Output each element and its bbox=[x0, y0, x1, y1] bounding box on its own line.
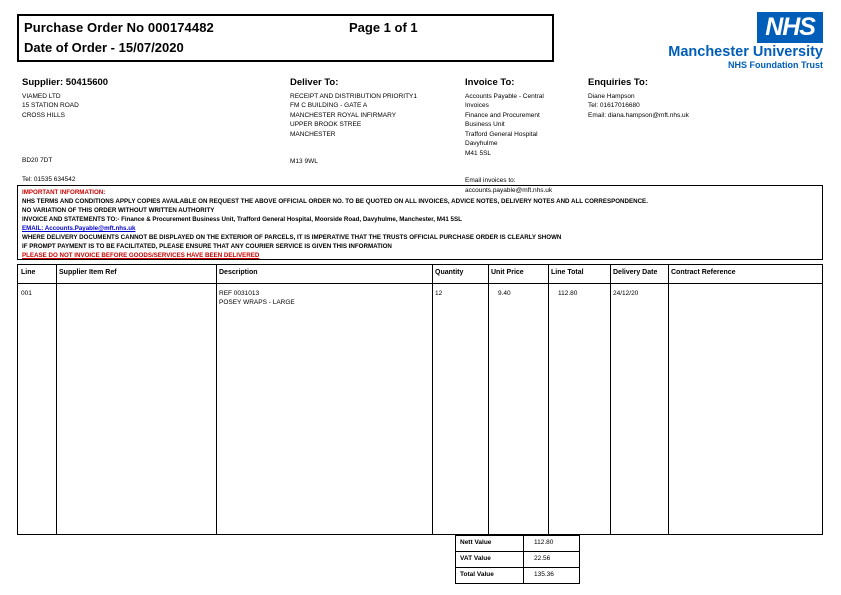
totals-row bbox=[456, 536, 579, 552]
cell-line: 001 bbox=[21, 290, 32, 297]
supplier-line: CROSS HILLS bbox=[22, 111, 65, 119]
important-line: NO VARIATION OF THIS ORDER WITHOUT WRITTEN AUTHORITY bbox=[22, 207, 215, 214]
order-date: Date of Order - 15/07/2020 bbox=[24, 40, 184, 55]
cell-unit-price: 9.40 bbox=[498, 290, 511, 297]
trust-name: Manchester University bbox=[668, 44, 823, 60]
total-value-label: Total Value bbox=[456, 568, 524, 583]
col-line-total: Line Total bbox=[551, 269, 584, 276]
important-line: IF PROMPT PAYMENT IS TO BE FACILITATED, PLEASE ENSURE THAT ANY COURIER SERVICE IS GIVEN THIS INFORMATION bbox=[22, 243, 392, 250]
cell-supplier-item-ref bbox=[56, 284, 216, 535]
line-items-body bbox=[18, 284, 822, 535]
invoice-to-line: Accounts Payable - Central bbox=[465, 92, 544, 100]
invoice-to-line: Trafford General Hospital bbox=[465, 130, 538, 138]
totals-row bbox=[456, 552, 579, 568]
important-line: NHS TERMS AND CONDITIONS APPLY COPIES AVAILABLE ON REQUEST THE ABOVE OFFICIAL ORDER NO. TO BE QUOTED ON ALL INVOICES, ADVICE NOTES, DELIVERY NOTES AND ALL CORRESPONDENCE. bbox=[22, 198, 648, 205]
cell-contract-reference bbox=[668, 284, 822, 535]
totals-row bbox=[456, 568, 579, 584]
nhs-logo bbox=[653, 12, 823, 71]
order-header-box bbox=[17, 14, 554, 62]
vat-value-label: VAT Value bbox=[456, 552, 524, 567]
cell-description-ref: REF 0031013 bbox=[219, 290, 260, 297]
col-supplier-item-ref: Supplier Item Ref bbox=[59, 269, 117, 276]
cell-description bbox=[216, 284, 432, 535]
col-contract-reference: Contract Reference bbox=[671, 269, 736, 276]
invoice-to-line: Davyhulme bbox=[465, 140, 498, 147]
deliver-to-postcode: M13 9WL bbox=[290, 158, 318, 165]
deliver-to-heading: Deliver To: bbox=[290, 77, 339, 88]
invoice-to-block bbox=[465, 78, 580, 158]
cell-quantity: 12 bbox=[435, 290, 443, 297]
important-title: IMPORTANT INFORMATION: bbox=[22, 189, 106, 196]
line-items-header-row bbox=[18, 265, 822, 284]
important-email-link[interactable]: EMAIL: Accounts.Payable@mft.nhs.uk bbox=[22, 225, 136, 232]
totals-table bbox=[455, 535, 580, 584]
important-line: WHERE DELIVERY DOCUMENTS CANNOT BE DISPLAYED ON THE EXTERIOR OF PARCELS, IT IS IMPERATIVE THAT THE TRUSTS OFFICIAL PURCHASE ORDER IS CLEARLY SHOWN bbox=[22, 234, 562, 241]
invoice-to-line: Invoices bbox=[465, 102, 489, 109]
line-items-table bbox=[17, 264, 823, 535]
important-warning: PLEASE DO NOT INVOICE BEFORE GOODS/SERVICES HAVE BEEN DELIVERED bbox=[22, 252, 260, 259]
supplier-line: VIAMED LTD bbox=[22, 92, 61, 100]
enquiries-block bbox=[588, 78, 818, 120]
total-value-amount: 135.36 bbox=[534, 571, 554, 578]
supplier-heading: Supplier: 50415600 bbox=[22, 77, 109, 88]
supplier-block bbox=[22, 78, 272, 120]
col-description: Description bbox=[219, 269, 258, 276]
important-line: INVOICE AND STATEMENTS TO:- Finance & Procurement Business Unit, Trafford General Hospital, Moorside Road, Davyhulme, Manchester, M41 5SL bbox=[22, 216, 462, 223]
col-quantity: Quantity bbox=[435, 269, 464, 276]
invoice-email-label: Email invoices to: bbox=[465, 177, 516, 184]
cell-line-total: 112.80 bbox=[558, 290, 578, 297]
deliver-to-line: RECEIPT AND DISTRIBUTION PRIORITY1 bbox=[290, 92, 418, 100]
supplier-line: 15 STATION ROAD bbox=[22, 102, 79, 109]
enquiries-telephone: Tel: 01617016680 bbox=[588, 102, 640, 109]
important-information-box bbox=[17, 185, 823, 260]
trust-subtitle: NHS Foundation Trust bbox=[728, 60, 823, 70]
col-unit-price: Unit Price bbox=[491, 269, 524, 276]
cell-description-text: POSEY WRAPS - LARGE bbox=[219, 299, 295, 306]
deliver-to-block bbox=[290, 78, 455, 167]
invoice-email-address: accounts.payable@mft.nhs.uk bbox=[465, 186, 553, 194]
page-indicator: Page 1 of 1 bbox=[349, 20, 418, 35]
invoice-to-line: Finance and Procurement bbox=[465, 111, 540, 119]
purchase-order-number: Purchase Order No 000174482 bbox=[24, 20, 214, 35]
deliver-to-line: FM C BUILDING - GATE A bbox=[290, 102, 368, 109]
nhs-wordmark: NHS bbox=[757, 12, 823, 43]
col-delivery-date: Delivery Date bbox=[613, 269, 658, 276]
nett-value-amount: 112.80 bbox=[534, 539, 554, 546]
enquiries-heading: Enquiries To: bbox=[588, 77, 648, 88]
deliver-to-line: MANCHESTER ROYAL INFIRMARY bbox=[290, 111, 397, 119]
invoice-to-postcode: M41 5SL bbox=[465, 149, 492, 157]
invoice-to-heading: Invoice To: bbox=[465, 77, 515, 88]
col-line: Line bbox=[21, 269, 36, 276]
supplier-telephone: Tel: 01535 634542 bbox=[22, 176, 76, 183]
deliver-to-line: UPPER BROOK STREE bbox=[290, 121, 362, 128]
nett-value-label: Nett Value bbox=[456, 536, 524, 551]
invoice-to-line: Business Unit bbox=[465, 121, 505, 128]
enquiries-contact-name: Diane Hampson bbox=[588, 92, 635, 100]
cell-delivery-date: 24/12/20 bbox=[613, 290, 639, 297]
vat-value-amount: 22.56 bbox=[534, 555, 551, 562]
supplier-postcode: BD20 7DT bbox=[22, 157, 53, 164]
deliver-to-line: MANCHESTER bbox=[290, 130, 336, 138]
enquiries-email: Email: diana.hampson@mft.nhs.uk bbox=[588, 111, 689, 119]
